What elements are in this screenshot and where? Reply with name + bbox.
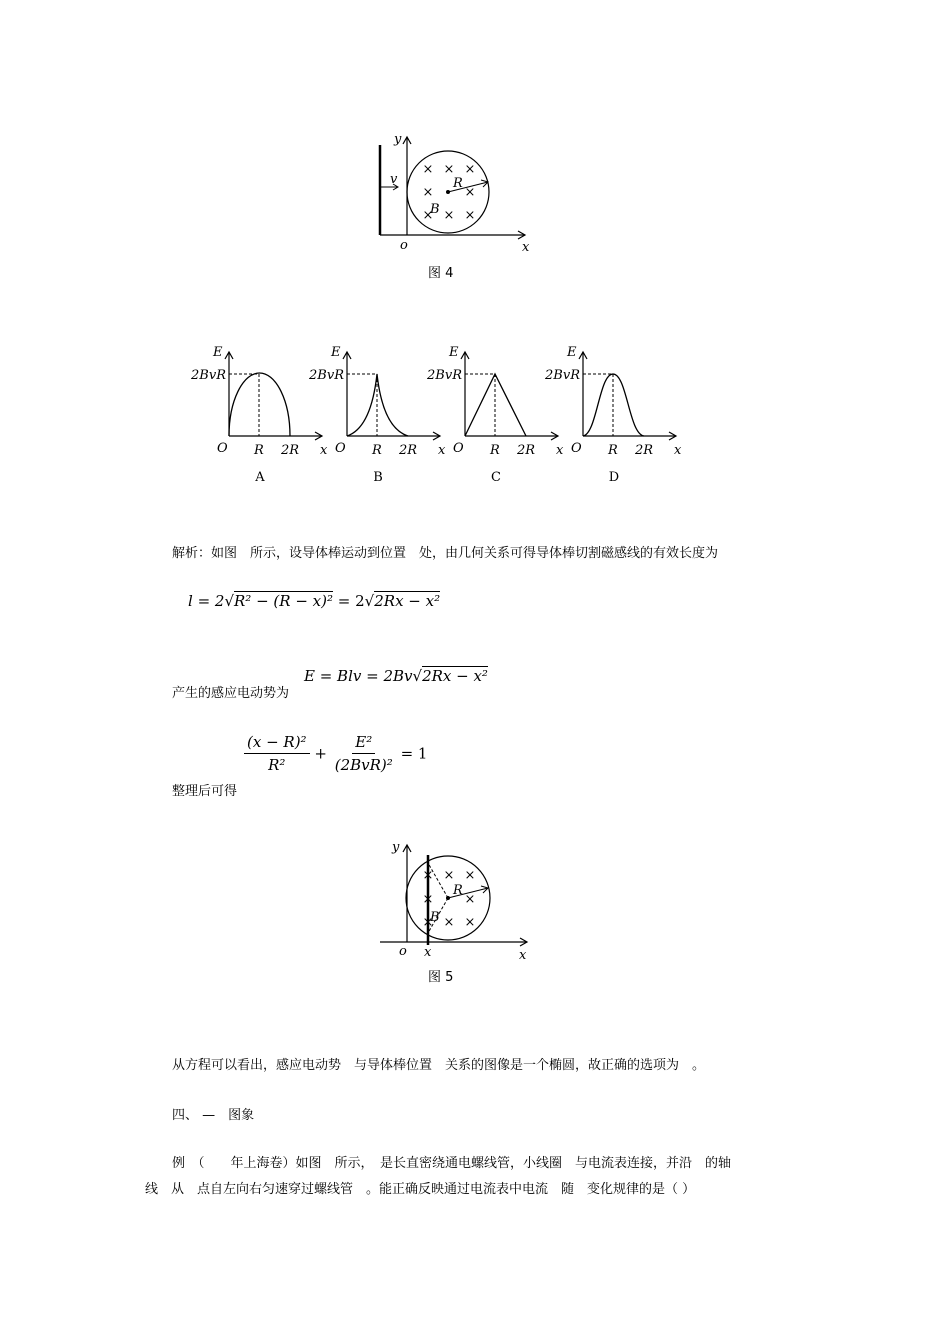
equation-3 (244, 733, 427, 774)
section-heading: 四、 — 图象 (172, 1108, 255, 1123)
label-x: x (519, 948, 527, 963)
equation-2: E = Blv = 2Bv√2Rx − x² (304, 667, 488, 685)
eq1-radicand-1: R² − (R − x)² (234, 592, 334, 610)
label-o: o (399, 944, 407, 959)
axis-label-e: E (213, 345, 223, 360)
option-label-b: B (373, 470, 383, 485)
label-x-position: x (424, 945, 432, 960)
option-label-a: A (255, 470, 265, 485)
axis-label-x: x (320, 443, 328, 458)
origin-label: O (335, 441, 346, 456)
tick-label-r: R (490, 443, 500, 458)
axis-label-x: x (556, 443, 564, 458)
svg-text:×: × (422, 915, 434, 930)
option-graph-c (426, 345, 564, 485)
svg-text:×: × (422, 868, 434, 883)
axis-label-x: x (674, 443, 682, 458)
eq3-den-2: (2BvR)² (334, 756, 393, 774)
tick-label-2r: 2R (635, 443, 654, 458)
analysis-line-1: 解析：如图 所示，设导体棒运动到位置 处，由几何关系可得导体棒切割磁感线的有效长度为 (172, 546, 719, 561)
axis-label-e: E (449, 345, 459, 360)
figure-5 (365, 835, 540, 985)
origin-label: O (217, 441, 228, 456)
label-B: B (430, 202, 440, 217)
eq2-radicand: 2Rx − x² (422, 667, 488, 685)
axis-label-e: E (567, 345, 577, 360)
label-o: o (400, 238, 408, 253)
eq3-num-1: (x − R)² (244, 733, 310, 754)
svg-text:×: × (443, 208, 455, 223)
analysis-line-2: 产生的感应电动势为 (172, 686, 290, 701)
tick-label-peak: 2BvR (545, 368, 580, 383)
eq1-radicand-2: 2Rx − x² (374, 592, 441, 610)
eq2-lhs: E = Blv = 2Bv (304, 667, 413, 685)
label-y: y (394, 132, 402, 147)
svg-text:×: × (464, 868, 476, 883)
tick-label-peak: 2BvR (191, 368, 226, 383)
tick-label-2r: 2R (281, 443, 300, 458)
eq1-mid: = 2 (333, 592, 365, 610)
equation-1: l = 2√R² − (R − x)² = 2√2Rx − x² (188, 592, 441, 610)
figure-4-caption: 图 4 (428, 266, 454, 281)
option-graph-a (190, 345, 328, 485)
option-graph-b (308, 345, 446, 485)
example-line-1: 例 （ 年上海卷）如图 所示， 是长直密绕通电螺线管，小线圈 与电流表连接，并沿 的轴 (172, 1156, 732, 1171)
figure-5-caption: 图 5 (428, 970, 454, 985)
tick-label-r: R (254, 443, 264, 458)
analysis-line-3: 整理后可得 (172, 784, 238, 799)
svg-text:×: × (422, 162, 434, 177)
axis-label-e: E (331, 345, 341, 360)
label-v: v (390, 172, 398, 187)
tick-label-r: R (608, 443, 618, 458)
eq1-lhs: l = 2 (188, 592, 225, 610)
option-graphs (180, 340, 700, 490)
svg-text:×: × (443, 868, 455, 883)
tick-label-peak: 2BvR (427, 368, 462, 383)
svg-text:×: × (422, 185, 434, 200)
figure-4 (360, 125, 540, 280)
svg-text:×: × (464, 892, 476, 907)
svg-text:×: × (464, 915, 476, 930)
svg-text:×: × (443, 915, 455, 930)
eq3-num-2: E² (352, 733, 375, 754)
origin-label: O (571, 441, 582, 456)
eq3-plus: + (314, 744, 327, 763)
eq3-rhs: = 1 (400, 744, 428, 763)
tick-label-peak: 2BvR (309, 368, 344, 383)
label-R: R (453, 883, 463, 898)
label-y: y (392, 840, 400, 855)
conclusion: 从方程可以看出，感应电动势 与导体棒位置 关系的图像是一个椭圆，故正确的选项为 。 (172, 1058, 706, 1073)
svg-text:×: × (422, 208, 434, 223)
label-B: B (430, 910, 440, 925)
option-label-d: D (608, 470, 620, 485)
eq3-den-1: R² (268, 756, 286, 774)
svg-text:×: × (464, 208, 476, 223)
svg-text:×: × (443, 162, 455, 177)
svg-text:×: × (464, 162, 476, 177)
tick-label-2r: 2R (399, 443, 418, 458)
example-line-2: 线 从 点自左向右匀速穿过螺线管 。能正确反映通过电流表中电流 随 变化规律的是（ ） (145, 1182, 696, 1197)
svg-text:×: × (422, 892, 434, 907)
origin-label: O (453, 441, 464, 456)
option-label-c: C (491, 470, 501, 485)
tick-label-2r: 2R (517, 443, 536, 458)
svg-text:×: × (464, 185, 476, 200)
tick-label-r: R (372, 443, 382, 458)
label-R: R (453, 176, 463, 191)
axis-label-x: x (438, 443, 446, 458)
label-x: x (522, 240, 530, 255)
option-graph-d (544, 345, 682, 485)
